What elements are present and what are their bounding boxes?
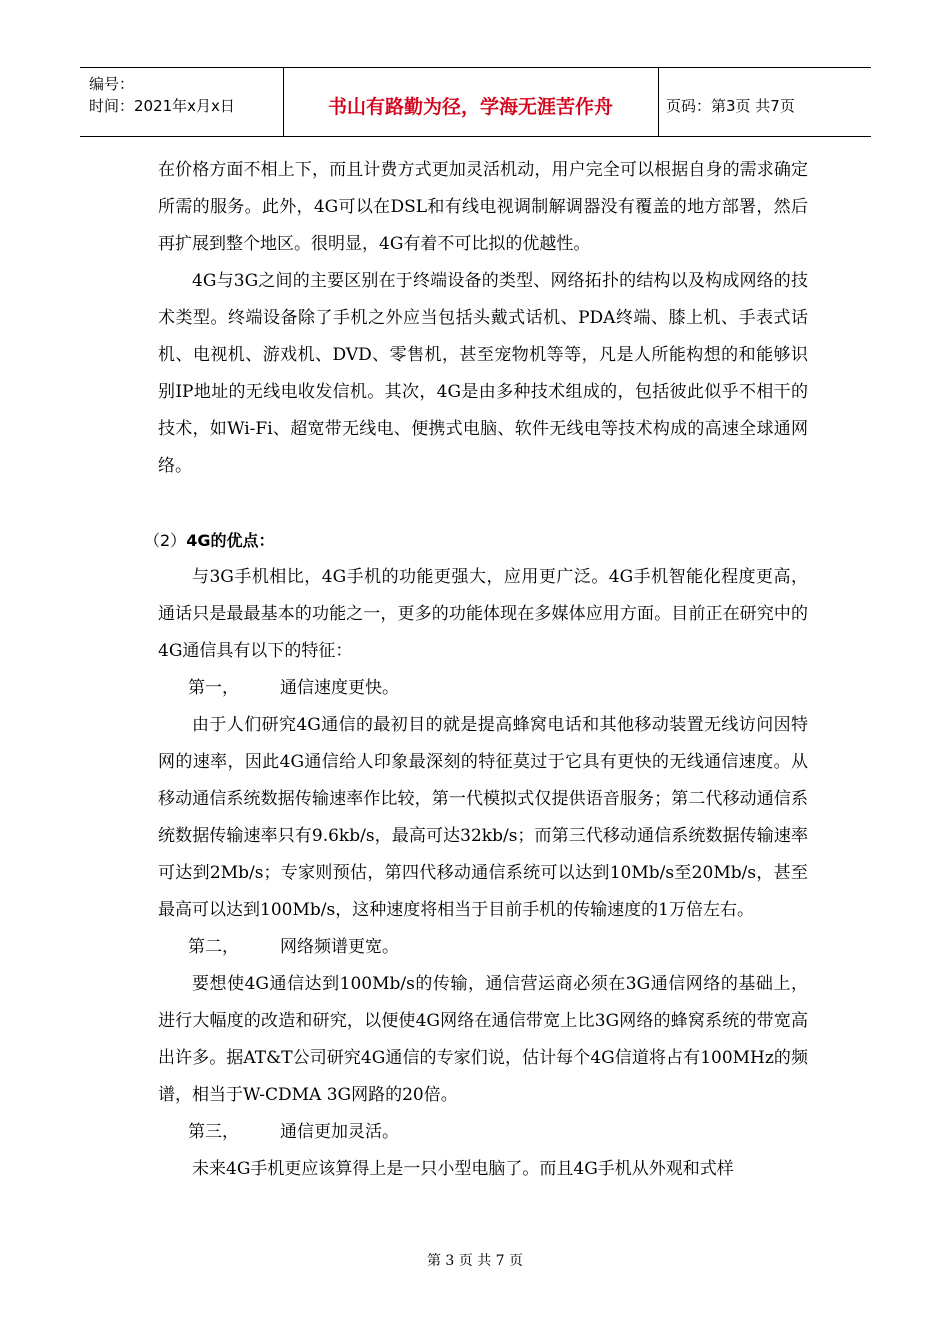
feature-text: 通信更加灵活。 bbox=[280, 1122, 399, 1142]
paragraph: 未来4G手机更应该算得上是一只小型电脑了。而且4G手机从外观和式样 bbox=[192, 1159, 734, 1179]
feature-item bbox=[158, 929, 808, 966]
feature-label: 第一， bbox=[188, 678, 239, 698]
feature-text: 通信速度更快。 bbox=[280, 678, 399, 698]
paragraph: 要想使4G通信达到100Mb/s的传输，通信营运商必须在3G通信网络的基础上，进行大幅度的改造和研究，以便使4G网络在通信带宽上比3G网络的蜂窝系统的带宽高出许多。据AT&T公司研究4G通信的专家们说，估计每个4G信道将占有100MHz的频谱，相当于W-CDMA 3G网路的20倍。 bbox=[158, 974, 808, 1105]
header-motto: 书山有路勤为径，学海无涯苦作舟 bbox=[327, 96, 613, 118]
header-page-info: 页码：第3页 共7页 bbox=[666, 97, 795, 115]
paragraph: 与3G手机相比，4G手机的功能更强大，应用更广泛。4G手机智能化程度更高，通话只是最最基本的功能之一，更多的功能体现在多媒体应用方面。目前正在研究中的4G通信具有以下的特征： bbox=[158, 567, 808, 661]
header-motto-cell bbox=[283, 68, 659, 136]
section-title: 4G的优点： bbox=[186, 531, 275, 550]
page-footer: 第 3 页 共 7 页 bbox=[426, 1253, 524, 1269]
paragraph: 4G与3G之间的主要区别在于终端设备的类型、网络拓扑的结构以及构成网络的技术类型。终端设备除了手机之外应当包括头戴式话机、PDA终端、膝上机、手表式话机、电视机、游戏机、DVD、零售机，甚至宠物机等等，凡是人所能构想的和能够识别IP地址的无线电收发信机。其次，4G是由多种技术组成的，包括彼此似乎不相干的技术，如Wi-Fi、超宽带无线电、便携式电脑、软件无线电等技术构成的高速全球通网络。 bbox=[158, 271, 808, 476]
section-heading bbox=[144, 522, 808, 559]
paragraph: 在价格方面不相上下，而且计费方式更加灵活机动，用户完全可以根据自身的需求确定所需的服务。此外，4G可以在DSL和有线电视调制解调器没有覆盖的地方部署，然后再扩展到整个地区。很明显，4G有着不可比拟的优越性。 bbox=[158, 160, 808, 254]
feature-label: 第二， bbox=[188, 937, 239, 957]
header-page-cell bbox=[658, 68, 871, 136]
feature-text: 网络频谱更宽。 bbox=[280, 937, 399, 957]
document-number: 编号： bbox=[89, 75, 135, 93]
feature-item bbox=[158, 670, 808, 707]
header-meta-cell bbox=[80, 68, 284, 136]
document-body bbox=[144, 152, 808, 1188]
document-date: 时间：2021年x月x日 bbox=[89, 97, 235, 115]
feature-item bbox=[158, 1114, 808, 1151]
page-header bbox=[80, 67, 871, 137]
paragraph: 由于人们研究4G通信的最初目的就是提高蜂窝电话和其他移动装置无线访问因特网的速率，因此4G通信给人印象最深刻的特征莫过于它具有更快的无线通信速度。从移动通信系统数据传输速率作比较，第一代模拟式仅提供语音服务；第二代移动通信系统数据传输速率只有9.6kb/s，最高可达32kb/s；而第三代移动通信系统数据传输速率可达到2Mb/s；专家则预估，第四代移动通信系统可以达到10Mb/s至20Mb/s，甚至最高可以达到100Mb/s，这种速度将相当于目前手机的传输速度的1万倍左右。 bbox=[158, 715, 808, 920]
feature-label: 第三， bbox=[188, 1122, 239, 1142]
section-number: （2） bbox=[144, 531, 187, 550]
